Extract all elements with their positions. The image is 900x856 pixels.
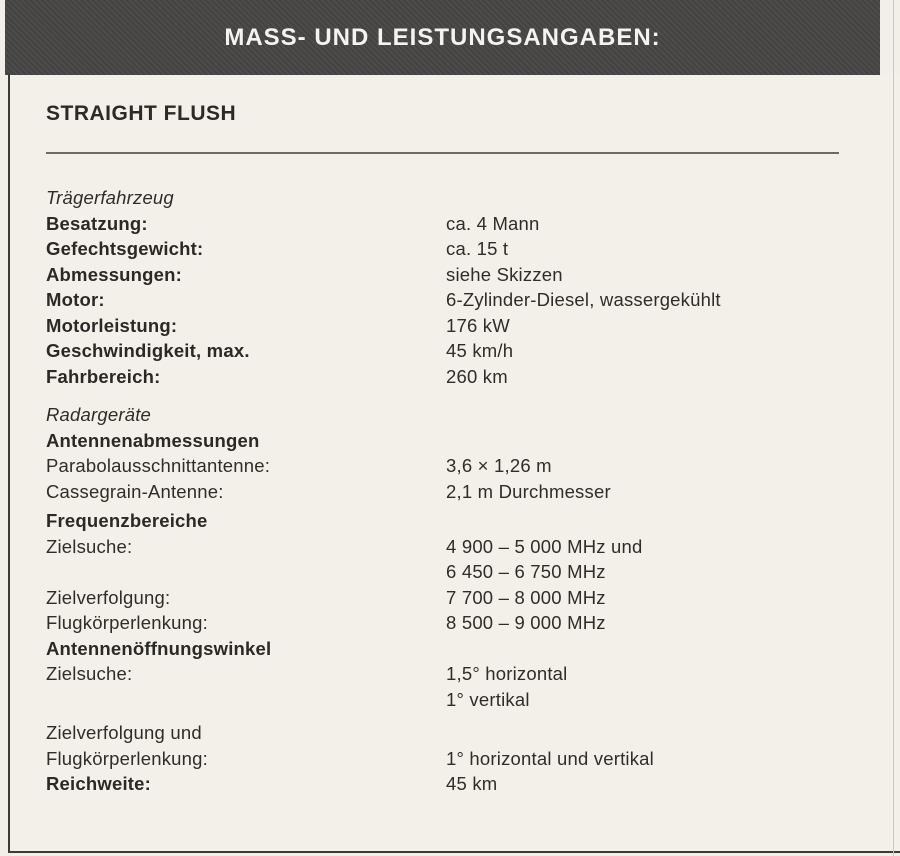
spec-label: Besatzung: — [46, 212, 148, 234]
heading-divider — [46, 152, 839, 154]
spec-row-beamwidth-header — [46, 636, 900, 662]
spec-value: 6 450 – 6 750 MHz — [446, 561, 606, 582]
spec-label: Antennenabmessungen — [46, 429, 260, 451]
spec-value: 1,5° horizontal — [446, 663, 568, 684]
spec-value: siehe Skizzen — [446, 263, 563, 285]
spec-value: 4 900 – 5 000 MHz und — [446, 535, 643, 557]
spec-value — [446, 402, 900, 428]
spec-label: Geschwindigkeit, max. — [46, 340, 250, 361]
spec-value: 8 500 – 9 000 MHz — [446, 612, 606, 633]
spec-row-target-search-freq — [46, 534, 900, 560]
spec-value: ca. 15 t — [446, 238, 509, 259]
spec-row-antenna-dimensions-header — [46, 428, 900, 454]
section-title-bar — [5, 0, 880, 75]
spec-label: Frequenzbereiche — [46, 510, 208, 531]
spec-value: 45 km/h — [446, 340, 514, 361]
spec-row-target-search-beam — [46, 661, 900, 687]
spec-value — [446, 185, 900, 211]
spec-value — [446, 720, 900, 746]
spec-value: ca. 4 Mann — [446, 212, 540, 234]
spec-label: Flugkörperlenkung: — [46, 612, 208, 633]
spec-label: Gefechtsgewicht: — [46, 238, 204, 259]
scan-page-edge — [893, 0, 894, 856]
spec-row-cassegrain-antenna — [46, 479, 900, 505]
spec-value: 1° vertikal — [446, 688, 530, 710]
spec-label: Antennenöffnungswinkel — [46, 637, 272, 659]
spec-row-dimensions — [46, 262, 900, 288]
spec-table — [46, 185, 900, 797]
spec-row-tracking-and — [46, 720, 900, 746]
spec-sheet-box — [8, 75, 900, 853]
spec-value: 260 km — [446, 365, 508, 387]
spec-row-radar-range — [46, 771, 900, 797]
spec-row-missile-guidance-freq — [46, 610, 900, 636]
spec-label: Zielverfolgung: — [46, 586, 171, 608]
spec-row-range — [46, 364, 900, 390]
spec-row-crew — [46, 211, 900, 237]
spec-row-combat-weight — [46, 236, 900, 262]
spec-value: 3,6 × 1,26 m — [446, 455, 552, 476]
spec-value: 1° horizontal und vertikal — [446, 747, 654, 769]
spec-row-section-radar — [46, 402, 900, 428]
spec-row-target-tracking-freq — [46, 585, 900, 611]
system-name-heading: STRAIGHT FLUSH — [46, 102, 237, 125]
spec-label: Motor: — [46, 289, 105, 310]
spec-value: 176 kW — [446, 314, 510, 336]
spec-label: Cassegrain-Antenne: — [46, 480, 224, 502]
spec-row-section-vehicle — [46, 185, 900, 211]
spec-row-parabolic-antenna — [46, 453, 900, 479]
spec-label: Reichweite: — [46, 773, 152, 794]
spec-label: Trägerfahrzeug — [46, 187, 174, 208]
spec-label: Motorleistung: — [46, 314, 178, 336]
spec-label: Parabolausschnittantenne: — [46, 455, 271, 476]
spec-label: Zielverfolgung und — [46, 722, 202, 743]
spec-label: Flugkörperlenkung: — [46, 747, 208, 769]
spec-row-engine-power — [46, 313, 900, 339]
spec-row-target-search-beam-cont — [46, 687, 900, 713]
spec-label: Zielsuche: — [46, 535, 133, 557]
spec-value: 6-Zylinder-Diesel, wassergekühlt — [446, 289, 721, 310]
spec-value: 45 km — [446, 773, 498, 794]
spec-label — [46, 559, 446, 585]
spec-label — [46, 687, 446, 713]
spec-label: Zielsuche: — [46, 663, 133, 684]
spec-value — [446, 428, 900, 454]
spec-value: 2,1 m Durchmesser — [446, 480, 611, 502]
spec-label: Abmessungen: — [46, 263, 183, 285]
spec-label: Radargeräte — [46, 404, 152, 425]
spec-row-frequency-header — [46, 508, 900, 534]
spec-value: 7 700 – 8 000 MHz — [446, 586, 606, 608]
spec-value — [446, 508, 900, 534]
spec-row-missile-guidance-beam — [46, 746, 900, 772]
spec-row-engine — [46, 287, 900, 313]
page-title: MASS- UND LEISTUNGSANGABEN: — [224, 23, 661, 51]
spec-row-target-search-freq-cont — [46, 559, 900, 585]
spec-label: Fahrbereich: — [46, 365, 161, 387]
spec-value — [446, 636, 900, 662]
spec-row-max-speed — [46, 338, 900, 364]
